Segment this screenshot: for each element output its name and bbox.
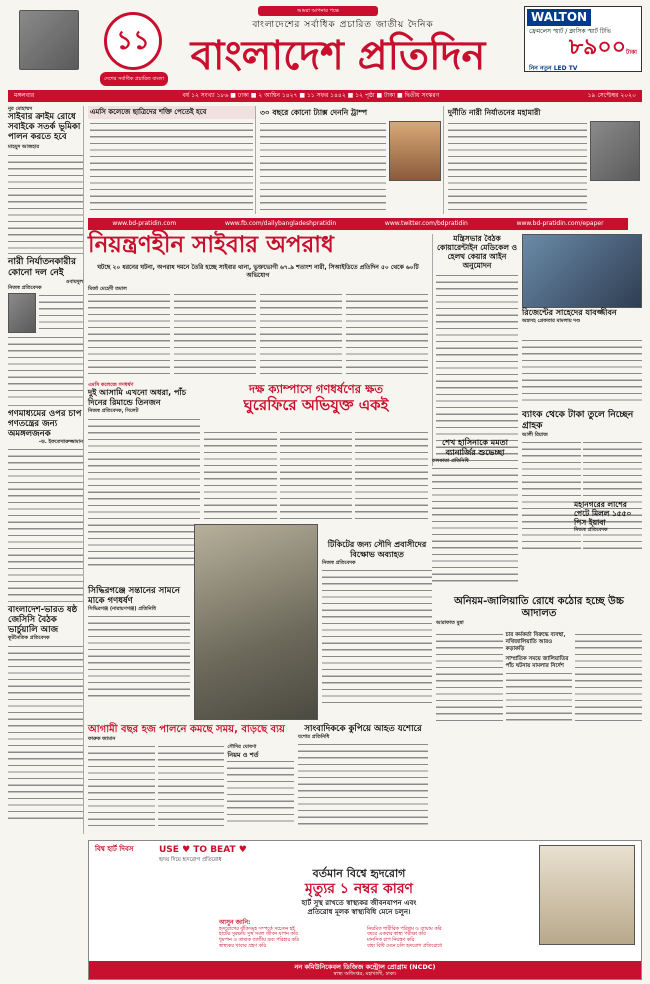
logo-caption: দেশের সর্বাধিক প্রচারিত বাংলা xyxy=(100,72,168,86)
left-box-headline[interactable]: নারী নির্যাতনকারীর কোনো দল নেই xyxy=(8,256,76,278)
india-text xyxy=(8,644,83,820)
hasina-byline: কলকাতা প্রতিনিধি xyxy=(432,458,469,464)
ad-item: বছরে একবার স্বাস্থ্য পরীক্ষা করি xyxy=(367,932,426,938)
siki-story xyxy=(88,586,190,716)
mc-box-text xyxy=(88,417,200,567)
saudi-text xyxy=(322,568,432,708)
hajj-box-line: নিয়ম ও শর্ত xyxy=(227,750,259,759)
hasina-headline[interactable]: শেখ হাসিনাকে মমতা ব্যানার্জির শুভেচ্ছা xyxy=(441,438,508,457)
teaser-3 xyxy=(446,106,642,214)
left-box-photo xyxy=(8,293,36,333)
ad-line2: মৃত্যুর ১ নম্বর কারণ xyxy=(304,881,414,897)
ad-list xyxy=(219,919,509,950)
portrait-photo xyxy=(19,10,79,70)
lash-headline[interactable]: মহানগরের লাশের পেটে মিলল ১৫৫০ পিস ইয়াবা xyxy=(574,500,632,527)
ad-portrait xyxy=(539,845,635,945)
mc-box-byline: নিজস্ব প্রতিবেদক, সিলেট xyxy=(88,408,139,415)
india-byline: কূটনৈতিক প্রতিবেদক xyxy=(8,635,50,642)
teaser-1-headline[interactable]: এমসি কলেজে ছাত্রিদের শক্তি পেতেই হবে xyxy=(88,106,255,119)
ad-footer-title: নন কমিউনিকেবল ডিজিজ কন্ট্রোল প্রোগ্রাম (NCDC) xyxy=(294,963,436,971)
walton-currency: টাকা xyxy=(626,48,637,56)
ad-use-sub: হৃদয় দিয়ে হৃদরোগ প্রতিরোধ xyxy=(159,857,222,863)
walton-brand: WALTON xyxy=(527,9,591,26)
ad-item: মানসিক চাপ নিয়ন্ত্রণ করি xyxy=(367,938,415,944)
logo-number: ১১ xyxy=(116,25,150,56)
court-point-1: চার কর্মকর্তা বিরুদ্ধে ব্যবস্থা, নথিজালিয়াতি আরও কড়াকড়ি xyxy=(505,632,566,652)
court-body xyxy=(436,632,642,722)
dateline-date: ১৯ সেপ্টেম্বর ২০২০ xyxy=(587,92,636,99)
police-photo xyxy=(522,234,642,334)
teaser-2-photo xyxy=(389,121,441,181)
ad-footer xyxy=(89,961,641,979)
campus-headline-2[interactable]: ঘুরেফিরে অভিযুক্ত একই xyxy=(243,396,389,414)
campus-headline[interactable]: দক্ষ ক্যাম্পাসে গণধর্ষণের ক্ষত xyxy=(248,382,384,396)
hajj-story xyxy=(88,724,294,836)
campus-text xyxy=(204,430,428,520)
ad-day-label: বিশ্ব হার্ট দিবস xyxy=(95,845,134,853)
ad-item: বাহ্য বিধি মেনে চলি হৃদরোগ প্রতিরোধে xyxy=(367,944,442,950)
ad-line1: বর্তমান বিশ্বে হৃদরোগ xyxy=(312,867,406,880)
siki-byline: সিদ্ধিরগঞ্জ (নারায়ণগঞ্জ) প্রতিনিধি xyxy=(88,606,156,612)
teaser-1 xyxy=(88,106,256,214)
left-box-byline: নিজস্ব প্রতিবেদক xyxy=(8,284,42,291)
saudi-byline: নিজস্ব প্রতিবেদক xyxy=(322,560,356,566)
campus-story xyxy=(204,382,428,426)
journalist-story xyxy=(298,724,428,836)
dateline-details: বর্ষ ১২ সংখ্যা ১৮৬ ■ ঢাকা ■ ২ আশ্বিন ১৪২৭ ■ ১১ সফর ১৪৪২ ■ ১২ পৃষ্ঠা ■ টাকা ■ দ্বিতীয় সংস্করণ xyxy=(182,92,440,99)
teaser-1-text xyxy=(90,121,253,213)
side-text xyxy=(8,153,83,249)
india-story xyxy=(8,601,83,819)
left-box-more-text xyxy=(8,335,83,401)
teaser-2-text xyxy=(260,121,386,211)
walton-line2: নিন নতুন LED TV xyxy=(529,64,578,72)
ad-item: ধূমপান ও তামাক জাতীয় দ্রব্য পরিহার করি xyxy=(219,938,299,944)
journalist-headline[interactable]: সাংবাদিককে কুপিয়ে আহত যশোরে xyxy=(304,724,422,734)
saudi-headline[interactable]: টিকিটের জন্য সৌদি প্রবাসীদের বিক্ষোভ অব্যাহত xyxy=(327,540,427,559)
teaser-2 xyxy=(258,106,444,214)
bank-headline[interactable]: ব্যাংক থেকে টাকা তুলে নিচ্ছেন গ্রাহক xyxy=(522,410,634,431)
crowd-photo xyxy=(194,524,318,720)
newspaper-title: বাংলাদেশ প্রতিদিন xyxy=(190,32,486,79)
logo xyxy=(104,12,162,70)
court-byline: আরাফাত মুন্না xyxy=(436,620,464,626)
dateline-day: মঙ্গলবার xyxy=(14,92,35,99)
ad-list-title: আসুন জানি: xyxy=(219,919,251,926)
lead-subhead: ঘটছে ২০ ধরনের ঘটনা, অপরাধ দমনে তৈরি হচ্ছে সাইবার থানা, ভুক্তভোগী ৬৭.৯ শতাংশ নারী, সিআইডিতে প্রতিদিন ৫০ থেকে ৬০টি অভিযোগ xyxy=(97,264,419,279)
walton-line1: ফ্রেমলেস স্মার্ট / ক্লাসিক স্মার্ট টিভি xyxy=(529,28,611,35)
journalist-text xyxy=(298,742,428,826)
banner-link-4[interactable]: www.bd-pratidin.com/epaper xyxy=(516,220,604,227)
side-headline[interactable]: সাইবার ক্রাইম রোধে সবাইকে সতর্ক ভূমিকা পালন করতে হবে xyxy=(8,112,81,143)
teaser-3-photo xyxy=(590,121,640,181)
walton-price: ৮৯০০টাকা xyxy=(568,34,637,60)
heart-day-ad[interactable] xyxy=(88,840,642,980)
lash-byline: নিজস্ব প্রতিবেদক xyxy=(574,527,608,533)
sahed-text xyxy=(522,338,642,404)
india-headline[interactable]: বাংলাদেশ-ভারত ষষ্ঠ জেসিসি বৈঠক ভার্চুয়ালি আজ xyxy=(8,605,78,636)
hasina-story xyxy=(432,438,518,598)
hajj-byline: ফারুক জামান xyxy=(88,736,116,742)
teaser-2-headline[interactable]: ৩০ বছরে কোনো ট্যাক্স দেননি ট্রাম্প xyxy=(260,108,368,117)
top-tag: আমরা আপনার পক্ষে xyxy=(258,6,378,16)
ad-line3: হার্ট সুস্থ রাখতে স্বাস্থ্যকর জীবনযাপন এবং xyxy=(301,899,417,907)
hajj-headline[interactable]: আগামী বছর হজ পালনে কমছে সময়, বাড়ছে ব্যয় xyxy=(88,724,285,735)
bank-byline: আলী রিয়াজ xyxy=(522,432,548,438)
sahed-sub: অস্ত্রসহ গ্রেফতার মামলায় দণ্ড xyxy=(522,318,581,324)
cabinet-headline[interactable]: মন্ত্রিসভার বৈঠক কোয়ারেন্টাইন মেডিকেল ও হেলথ কেয়ার আইন অনুমোদন xyxy=(436,234,518,270)
side-name: নুর মোহাম্মদ xyxy=(8,106,33,112)
ad-footer-sub: স্বাস্থ্য অধিদপ্তর, মহাখালী, ঢাকা। xyxy=(333,971,397,978)
teaser-3-text xyxy=(448,121,587,211)
ad-item: নিয়মিত শারীরিক পরিশ্রম ও ব্যায়াম করি xyxy=(367,926,442,932)
sahed-headline[interactable]: রিজেন্টের সাহেদের যাবজ্জীবন xyxy=(522,308,617,317)
lash-story xyxy=(574,500,642,592)
banner-link-3[interactable]: www.twitter.com/bdpratidin xyxy=(384,220,468,227)
masthead xyxy=(8,6,642,92)
siki-headline[interactable]: সিদ্ধিরগঞ্জে সন্তানের সামনে মাকে গণধর্ষণ xyxy=(88,586,180,606)
gana-story xyxy=(8,405,83,597)
mc-box-title: এমসি কলেজে গণধর্ষণ xyxy=(88,382,134,388)
gana-credit: –ড. ইফতেখারুজ্জামান xyxy=(38,439,83,445)
hasina-text xyxy=(432,466,518,586)
ad-item: স্বাস্থ্যকর খাবার গ্রহণ করি xyxy=(219,944,267,950)
ad-item: হৃদরোগের ঝুঁকিসমূহ সম্পর্কে সচেতন হই xyxy=(219,926,295,932)
mc-box xyxy=(88,382,200,582)
court-point-2: সাম্প্রতিক সময়ে জালিয়াতির পাঁচ ঘটনায় মামলার নির্দেশ xyxy=(505,655,569,669)
left-column xyxy=(8,106,84,834)
ad-item: হার্টের সুরক্ষায় সুস্থ সবল জীবন যাপন করি xyxy=(219,932,298,938)
side-byline: মাহমুদ আজহার xyxy=(8,144,40,151)
banner-link-2[interactable]: www.fb.com/dailybangladeshpratidin xyxy=(224,220,337,227)
teaser-3-headline[interactable]: দুর্নীতি নারী নির্যাতনের মহামারী xyxy=(448,108,541,117)
court-story xyxy=(436,596,642,630)
left-box-text xyxy=(39,293,83,333)
left-box-credit: ওবায়দুল xyxy=(65,278,83,285)
hajj-box-title: সৌদির ঘোষণা xyxy=(227,744,257,751)
lead-byline: মির্জা মেহেদী তমাল xyxy=(88,286,127,292)
gana-headline[interactable]: গণমাধ্যমের ওপর চাপ গণতন্ত্রের জন্য অমঙ্গলজনক xyxy=(8,409,82,439)
mc-box-headline[interactable]: দুই আসামি এখনো অধরা, পাঁচ দিনের রিমান্ডে তিনজন xyxy=(88,388,187,408)
tagline: বাংলাদেশের সর্বাধিক প্রচারিত জাতীয় দৈনিক xyxy=(252,20,434,30)
banner-link-1[interactable]: www.bd-pratidin.com xyxy=(112,220,177,227)
left-box xyxy=(8,253,83,402)
walton-ad[interactable] xyxy=(524,6,642,72)
siki-text xyxy=(88,614,190,702)
side-portrait xyxy=(8,6,90,90)
journalist-byline: যশোর প্রতিনিধি xyxy=(298,734,330,740)
court-headline[interactable]: অনিয়ম-জালিয়াতি রোধে কঠোর হচ্ছে উচ্চ আদালত xyxy=(454,596,624,619)
ad-use-heart: USE ♥ TO BEAT ♥ xyxy=(159,845,247,855)
lead-headline[interactable]: নিয়ন্ত্রণহীন সাইবার অপরাধ xyxy=(88,232,334,258)
lead-body xyxy=(88,286,428,378)
gana-text xyxy=(8,447,83,597)
ad-line4: প্রতিরোধ মূলক স্বাস্থ্যবিধি মেনে চলুন। xyxy=(307,908,411,916)
dateline xyxy=(8,90,642,102)
saudi-story xyxy=(322,540,432,720)
website-banner xyxy=(88,218,628,230)
